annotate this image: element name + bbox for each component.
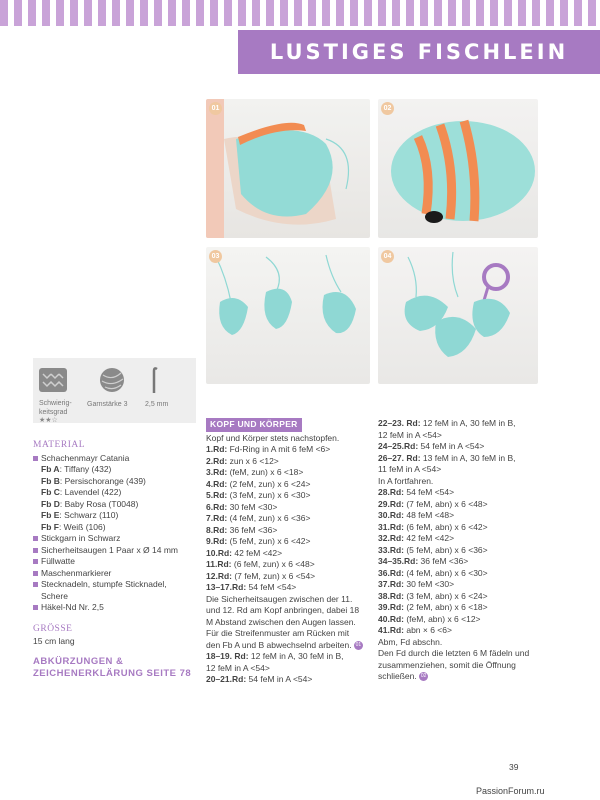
pattern-continued-section [378,418,543,683]
pattern-row: Abm, Fd abschn. [378,636,443,647]
yarn-weight-label: Garnstärke 3 [87,401,128,408]
pattern-row: 22–23. Rd: 12 feM in A, 30 feM in B, [378,418,516,428]
pattern-row: 20–21.Rd: 54 feM in A <54> [206,674,313,684]
pattern-row: 7.Rd: (4 feM, zun) x 6 <36> [206,513,311,523]
pattern-row: 30.Rd: 48 feM <48> [378,510,455,520]
photo-step-04 [378,247,538,384]
pattern-row: 40.Rd: (feM, abn) x 6 <12> [378,613,481,624]
photo-number: 01 [209,102,222,115]
yarn-ball-icon [99,367,125,393]
pattern-row: 12 feM in A <54> [378,429,442,440]
pattern-row: 9.Rd: (5 feM, zun) x 6 <42> [206,536,311,546]
photo-step-03 [206,247,370,384]
kopf-koerper-section [206,418,366,686]
pattern-row: 39.Rd: (2 feM, abn) x 6 <18> [378,602,488,612]
hook-size-label: 2,5 mm [145,401,169,408]
material-item: Schachenmayr Catania [33,453,203,465]
material-item: Häkel-Nd Nr. 2,5 [33,602,203,614]
difficulty-stars: ★★☆ [39,417,58,424]
pattern-row: 34–35.Rd: 36 feM <36> [378,556,469,566]
material-item: Stecknadeln, stumpfe Sticknadel, [33,579,203,591]
material-item: Sicherheitsaugen 1 Paar x Ø 14 mm [33,545,203,557]
photo-number: 03 [209,250,222,263]
pattern-row: 29.Rd: (7 feM, abn) x 6 <48> [378,498,488,509]
pattern-row: 24–25.Rd: 54 feM in A <54> [378,441,485,451]
instruction-text: Für die Streifenmuster am Rücken mit [206,628,350,638]
color-item: Fb E: Schwarz (110) [41,510,119,520]
pattern-row: 11.Rd: (6 feM, zun) x 6 <48> [206,559,315,569]
difficulty-label-cont: keitsgrad [39,409,68,416]
pattern-row: 12 feM in A <54> [206,662,270,673]
color-item: Fb F: Weiß (106) [41,521,106,532]
instruction-text: den Fb A und B abwechselnd arbeiten. 01 [206,639,362,650]
abbreviations-heading: ABKÜRZUNGEN & ZEICHENERKLÄRUNG SEITE 78 [33,655,192,679]
photo-number: 02 [381,102,394,115]
difficulty-label: Schwierig- [39,400,72,407]
crochet-fish-body-icon [378,99,538,238]
pattern-row: 10.Rd: 42 feM <42> [206,547,283,558]
pattern-row: 37.Rd: 30 feM <30> [378,579,455,589]
material-item-cont: Schere [41,590,68,601]
pattern-row: 28.Rd: 54 feM <54> [378,487,455,497]
pattern-row: 33.Rd: (5 feM, abn) x 6 <36> [378,544,488,555]
crochet-fins-icon [206,247,370,384]
pattern-row: 31.Rd: (6 feM, abn) x 6 <42> [378,521,488,532]
photo-ref-badge: 02 [420,673,427,680]
pattern-row: In A fortfahren. [378,475,434,486]
difficulty-info-box [33,358,196,423]
pattern-row: 1.Rd: Fd-Ring in A mit 6 feM <6> [206,444,331,454]
pattern-row: schließen. 02 [378,671,427,681]
material-item: Stickgarn in Schwarz [33,533,203,545]
material-section [33,440,203,680]
pattern-row: 2.Rd: zun x 6 <12> [206,455,279,466]
color-item: Fb A: Tiffany (432) [41,464,112,474]
page-title: LUSTIGES FISCHLEIN [269,40,569,64]
photo-step-02 [378,99,538,238]
pattern-row: 32.Rd: 42 feM <42> [378,533,455,543]
crochet-fins-marker-icon [378,247,538,384]
pattern-row: 6.Rd: 30 feM <30> [206,501,278,512]
photo-ref-badge: 01 [355,641,362,648]
color-item: Fb B: Persischorange (439) [41,475,146,486]
pattern-row: 4.Rd: (2 feM, zun) x 6 <24> [206,478,311,489]
crochet-half-shell-icon [206,99,370,238]
knit-swatch-icon [39,368,67,392]
pattern-row: 13–17.Rd: 54 feM <54> [206,582,297,592]
size-value: 15 cm lang [33,636,75,646]
pattern-row: 8.Rd: 36 feM <36> [206,524,278,535]
intro-text: Kopf und Körper stets nachstopfen. [206,432,340,443]
color-item: Fb D: Baby Rosa (T0048) [41,498,139,509]
material-heading: MATERIAL [33,440,86,450]
crochet-hook-icon [148,366,160,394]
pattern-row: 36.Rd: (4 feM, abn) x 6 <30> [378,567,488,578]
instruction-text: M Abstand zwischen den Augen lassen. [206,616,356,627]
watermark-text: PassionForum.ru [476,786,545,796]
size-heading: GRÖSSE [33,623,73,634]
pattern-row: 26–27. Rd: 13 feM in A, 30 feM in B, [378,452,516,463]
pattern-row: 18–19. Rd: 12 feM in A, 30 feM in B, [206,651,344,661]
top-stripe-decoration [0,0,600,26]
color-item: Fb C: Lavendel (422) [41,487,122,497]
pattern-row: 12.Rd: (7 feM, zun) x 6 <54> [206,570,316,581]
material-item: Füllwatte [33,556,203,568]
photo-step-01 [206,99,370,238]
photo-number: 04 [381,250,394,263]
pattern-row: 11 feM in A <54> [378,464,442,474]
pattern-row: 38.Rd: (3 feM, abn) x 6 <24> [378,590,488,601]
section-heading: KOPF UND KÖRPER [206,418,302,432]
pattern-row: Den Fd durch die letzten 6 M fädeln und [378,648,530,658]
pattern-row: 5.Rd: (3 feM, zun) x 6 <30> [206,490,311,500]
material-item: Maschenmarkierer [33,568,203,580]
pattern-row: 41.Rd: abn × 6 <6> [378,625,452,635]
instruction-text: Die Sicherheitsaugen zwischen der 11. [206,593,353,604]
page-number: 39 [509,762,519,772]
pattern-row: 3.Rd: (feM, zun) x 6 <18> [206,467,304,477]
pattern-row: zusammenziehen, somit die Öffnung [378,659,516,670]
title-banner [238,30,600,74]
instruction-text: und 12. Rd am Kopf anbringen, dabei 18 [206,605,360,615]
